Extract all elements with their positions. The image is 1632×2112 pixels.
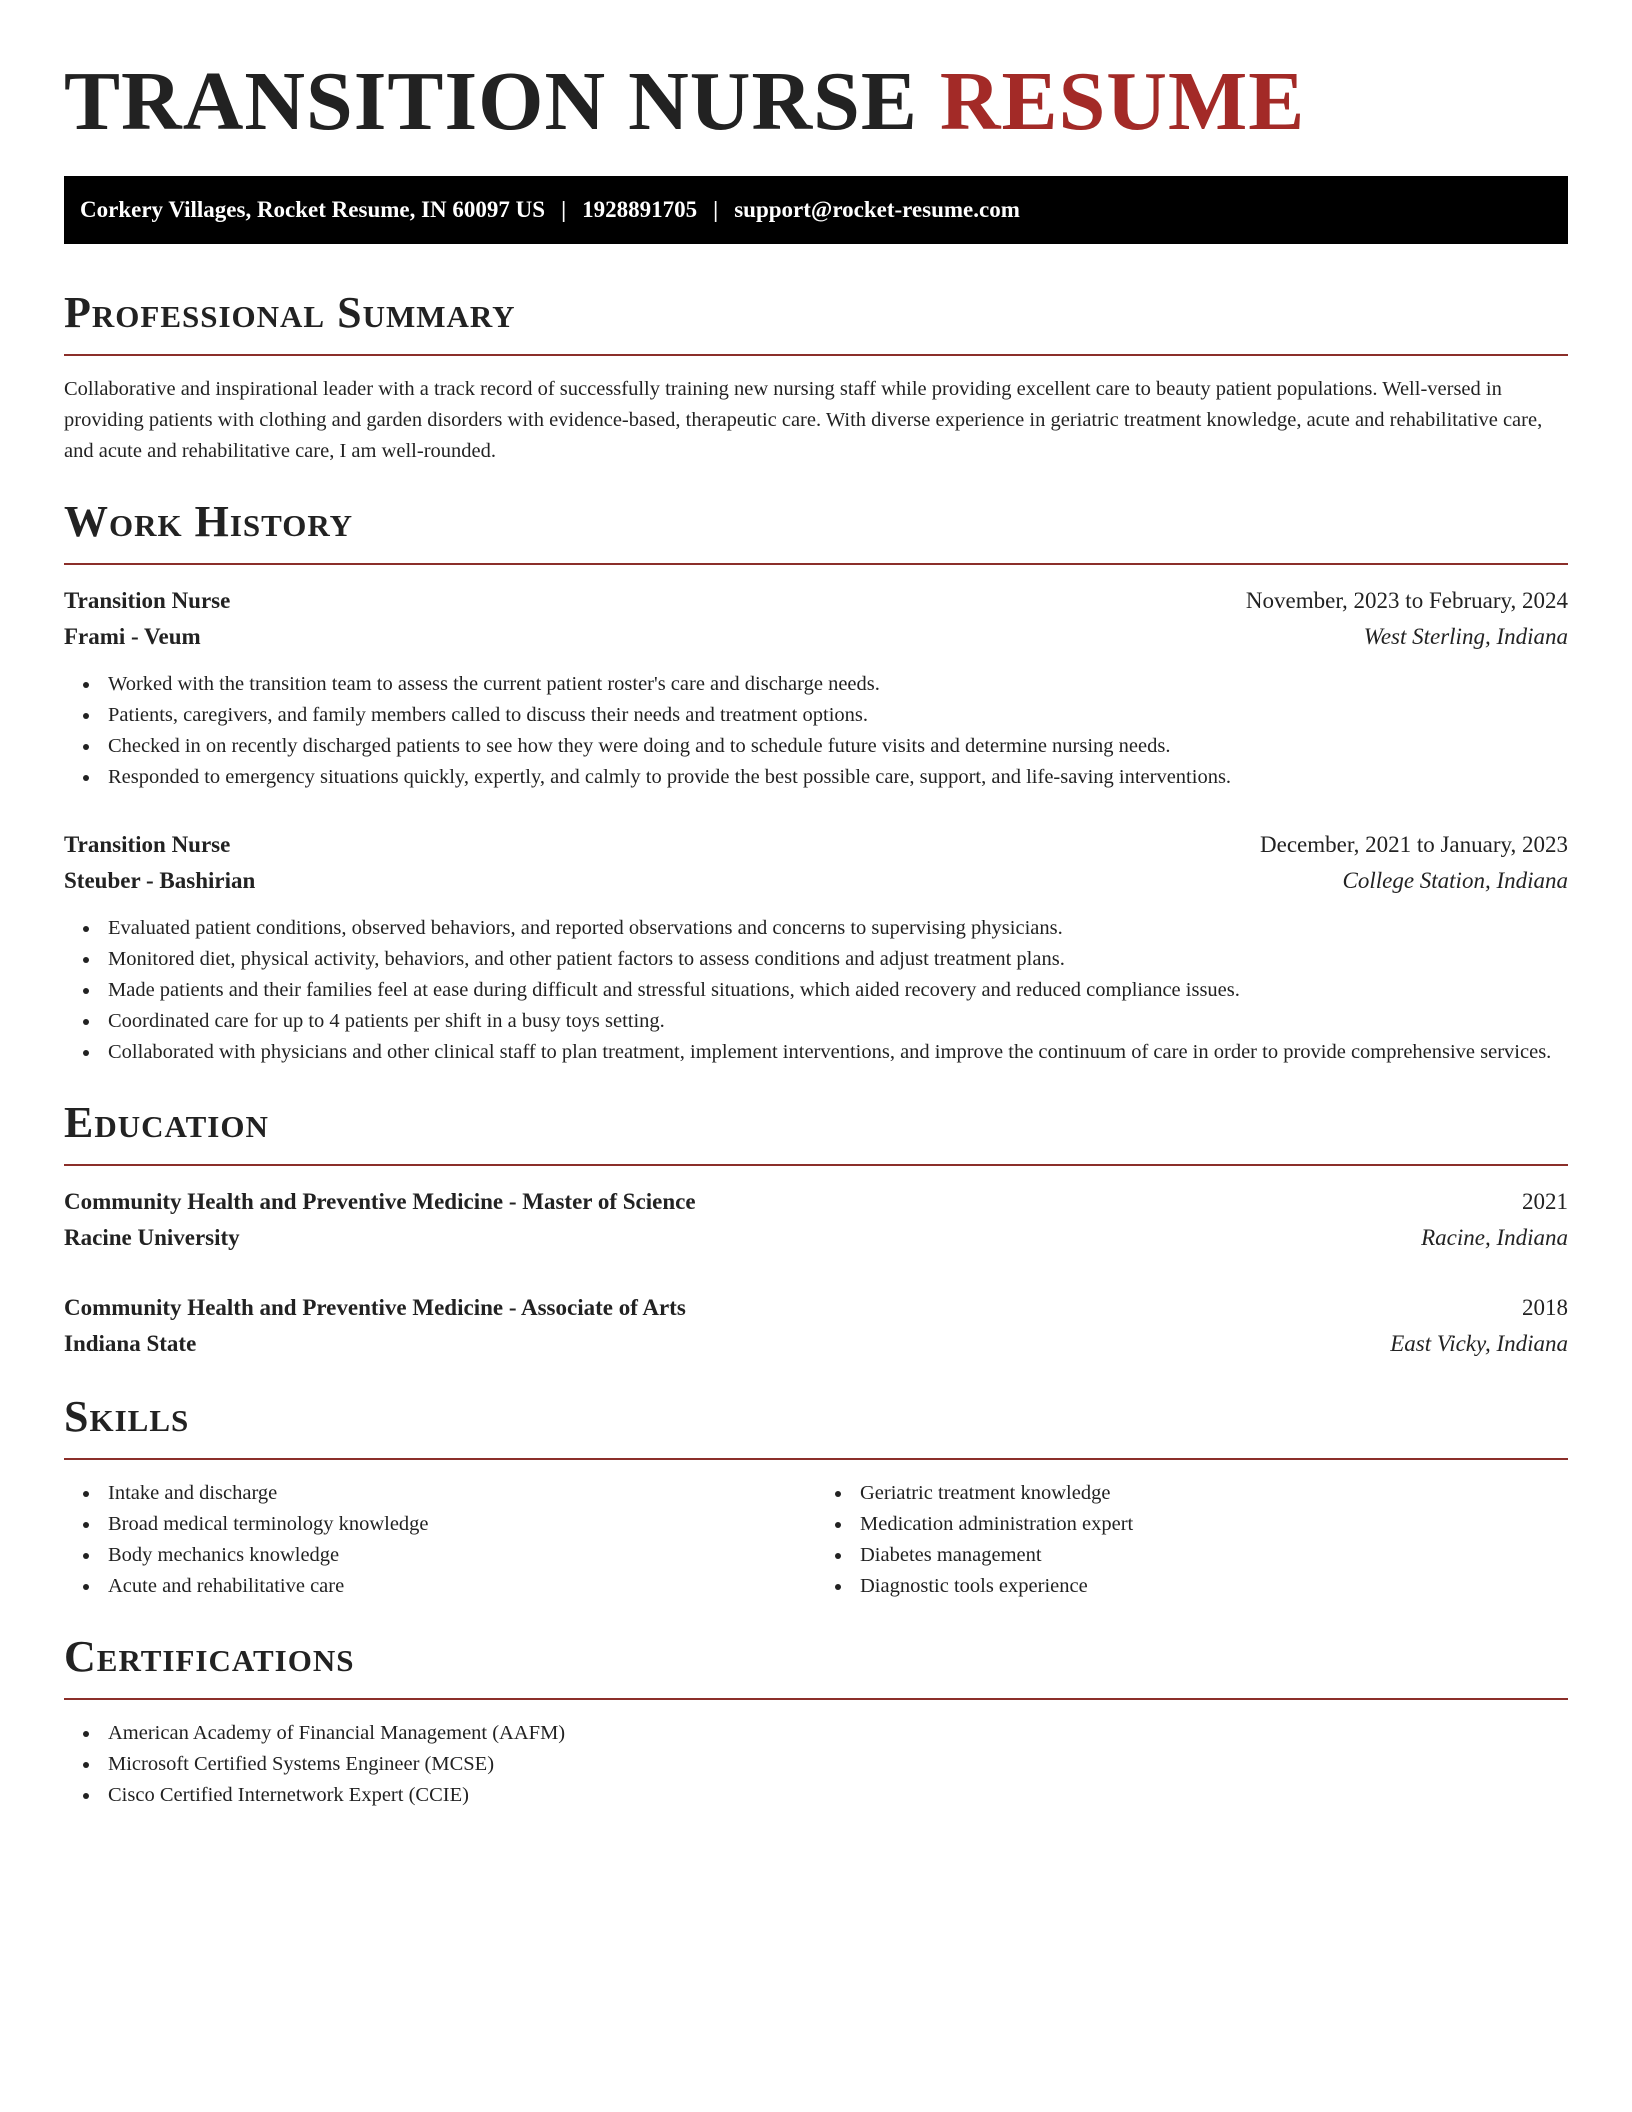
education-location: East Vicky, Indiana — [1390, 1331, 1568, 1356]
job-title: Transition Nurse — [64, 832, 231, 857]
job-dates: December, 2021 to January, 2023 — [1260, 832, 1568, 857]
job-header-row — [64, 827, 1568, 863]
certifications-heading: Certifications — [64, 1632, 355, 1681]
skill-item: Diagnostic tools experience — [860, 1571, 1568, 1602]
job-duty: Coordinated care for up to 4 patients per shift in a busy toys setting. — [108, 1006, 1568, 1037]
contact-separator: | — [713, 197, 719, 222]
education-year: 2018 — [1522, 1295, 1568, 1320]
job-duty: Monitored diet, physical activity, behaviors, and other patient factors to assess conditions and adjust treatment plans. — [108, 944, 1568, 975]
job-title: Transition Nurse — [64, 588, 231, 613]
job-duties-list — [64, 913, 1568, 1068]
job-location: College Station, Indiana — [1342, 868, 1568, 893]
job-duties-list — [64, 669, 1568, 793]
skill-item: Intake and discharge — [108, 1478, 816, 1509]
title-accent: RESUME — [939, 55, 1306, 148]
job-duty: Evaluated patient conditions, observed behaviors, and reported observations and concerns to supervising physicians. — [108, 913, 1568, 944]
section-divider — [64, 1458, 1568, 1460]
job-dates: November, 2023 to February, 2024 — [1245, 588, 1568, 613]
education-degree-row — [64, 1184, 1568, 1220]
work-history-heading: Work History — [64, 497, 354, 546]
certification-item: Microsoft Certified Systems Engineer (MCSE) — [108, 1749, 1568, 1780]
skills-list-right — [816, 1478, 1568, 1602]
skills-section — [64, 1392, 1568, 1602]
job-entry — [64, 827, 1568, 1068]
skill-item: Broad medical terminology knowledge — [108, 1509, 816, 1540]
job-header-row — [64, 583, 1568, 619]
skill-item: Body mechanics knowledge — [108, 1540, 816, 1571]
education-school: Indiana State — [64, 1331, 197, 1356]
job-duty: Responded to emergency situations quickly, expertly, and calmly to provide the best possible care, support, and life-saving interventions. — [108, 762, 1568, 793]
contact-phone: 1928891705 — [582, 197, 698, 222]
skill-item: Geriatric treatment knowledge — [860, 1478, 1568, 1509]
skill-item: Diabetes management — [860, 1540, 1568, 1571]
education-degree: Community Health and Preventive Medicine - Associate of Arts — [64, 1295, 686, 1320]
skills-list-left — [64, 1478, 816, 1602]
section-divider — [64, 354, 1568, 356]
job-location: West Sterling, Indiana — [1363, 624, 1568, 649]
summary-section — [64, 288, 1568, 467]
education-school-row — [64, 1326, 1568, 1362]
education-school-row — [64, 1220, 1568, 1256]
education-entry — [64, 1290, 1568, 1362]
job-duty: Checked in on recently discharged patients to see how they were doing and to schedule future visits and determine nursing needs. — [108, 731, 1568, 762]
education-degree: Community Health and Preventive Medicine - Master of Science — [64, 1189, 696, 1214]
certifications-section — [64, 1632, 1568, 1811]
education-degree-row — [64, 1290, 1568, 1326]
education-section — [64, 1098, 1568, 1362]
summary-text: Collaborative and inspirational leader with a track record of successfully training new nursing staff while providing excellent care to beauty patient populations. Well-versed in providing patients with clothing and garden disorders with evidence-based, therapeutic care. With diverse experience in geriatric treatment knowledge, acute and rehabilitative care, and acute and rehabilitative care, I am well-rounded. — [64, 378, 1543, 462]
job-duty: Patients, caregivers, and family members called to discuss their needs and treatment options. — [108, 700, 1568, 731]
skills-grid — [64, 1478, 1568, 1602]
education-location: Racine, Indiana — [1421, 1225, 1568, 1250]
work-history-section — [64, 497, 1568, 1068]
contact-separator: | — [561, 197, 567, 222]
section-divider — [64, 1698, 1568, 1700]
job-company: Frami - Veum — [64, 624, 201, 649]
job-duty: Collaborated with physicians and other clinical staff to plan treatment, implement interventions, and improve the continuum of care in order to provide comprehensive services. — [108, 1037, 1568, 1068]
skill-item: Acute and rehabilitative care — [108, 1571, 816, 1602]
skills-heading: Skills — [64, 1392, 190, 1441]
resume-title — [64, 52, 1568, 152]
summary-heading: Professional Summary — [64, 288, 516, 337]
certification-item: American Academy of Financial Management (AAFM) — [108, 1718, 1568, 1749]
job-entry — [64, 583, 1568, 793]
contact-address: Corkery Villages, Rocket Resume, IN 60097 US — [80, 197, 546, 222]
job-company-row — [64, 619, 1568, 655]
job-company: Steuber - Bashirian — [64, 868, 256, 893]
education-year: 2021 — [1522, 1189, 1568, 1214]
section-divider — [64, 1164, 1568, 1166]
job-duty: Made patients and their families feel at ease during difficult and stressful situations, which aided recovery and reduced compliance issues. — [108, 975, 1568, 1006]
job-duty: Worked with the transition team to assess the current patient roster's care and discharge needs. — [108, 669, 1568, 700]
contact-email: support@rocket-resume.com — [734, 197, 1020, 222]
education-heading: Education — [64, 1098, 269, 1147]
section-divider — [64, 563, 1568, 565]
contact-bar — [64, 176, 1568, 244]
certifications-list — [64, 1718, 1568, 1811]
job-company-row — [64, 863, 1568, 899]
certification-item: Cisco Certified Internetwork Expert (CCIE) — [108, 1780, 1568, 1811]
education-entry — [64, 1184, 1568, 1256]
education-school: Racine University — [64, 1225, 240, 1250]
title-main: TRANSITION NURSE — [64, 55, 918, 148]
skill-item: Medication administration expert — [860, 1509, 1568, 1540]
